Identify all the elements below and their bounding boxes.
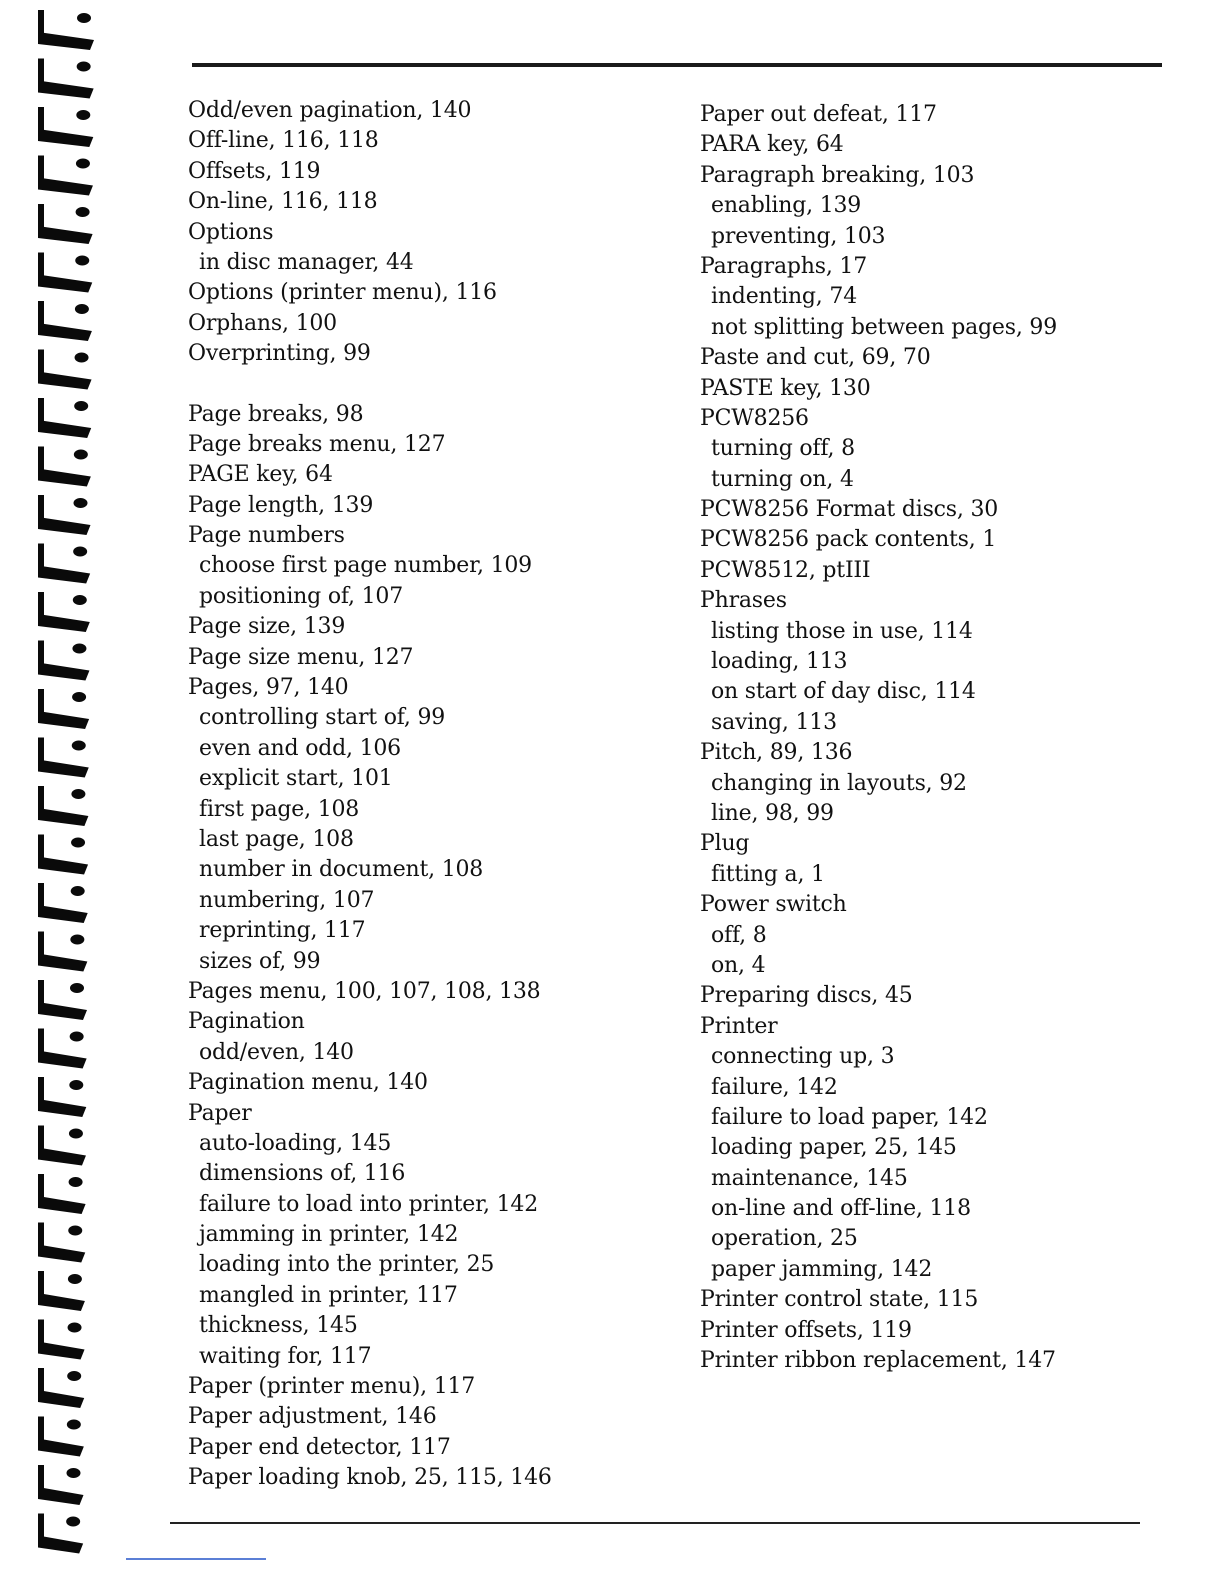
index-subentry: turning off, 8 (711, 436, 855, 462)
binding-ring (38, 447, 91, 487)
index-subentry: failure, 142 (711, 1074, 838, 1100)
index-entry: Page length, 139 (188, 492, 374, 518)
index-entry: Paper loading knob, 25, 115, 146 (188, 1465, 552, 1491)
index-subentry: explicit start, 101 (199, 766, 393, 792)
binding-ring (38, 1271, 85, 1311)
index-entry: Overprinting, 99 (188, 341, 371, 367)
index-subentry: controlling start of, 99 (199, 705, 446, 731)
index-entry: Pages menu, 100, 107, 108, 138 (188, 978, 541, 1004)
index-entry: Pitch, 89, 136 (700, 740, 853, 766)
index-subentry: turning on, 4 (711, 466, 854, 492)
binding-ring (38, 786, 88, 826)
index-entry: PASTE key, 130 (700, 375, 871, 401)
binding-ring (38, 835, 88, 875)
index-entry: Pages, 97, 140 (188, 675, 349, 701)
index-entry: Paragraph breaking, 103 (700, 162, 975, 188)
index-subentry: jamming in printer, 142 (199, 1222, 459, 1248)
index-subentry: loading paper, 25, 145 (711, 1135, 957, 1161)
index-entry: Paragraphs, 17 (700, 253, 868, 279)
index-entry: Page breaks menu, 127 (188, 431, 446, 457)
index-subentry: fitting a, 1 (711, 861, 825, 887)
index-subentry: waiting for, 117 (199, 1343, 372, 1369)
index-subentry: on start of day disc, 114 (711, 679, 976, 705)
index-subentry: auto-loading, 145 (199, 1130, 392, 1156)
index-subentry: connecting up, 3 (711, 1044, 895, 1070)
index-entry: Odd/even pagination, 140 (188, 98, 472, 123)
binding-ring (38, 398, 91, 438)
spiral-binding (0, 0, 100, 1584)
index-subentry: number in document, 108 (199, 857, 484, 883)
index-subentry: positioning of, 107 (199, 583, 404, 609)
binding-ring (38, 738, 89, 778)
bottom-rule (170, 1522, 1140, 1524)
index-subentry: dimensions of, 116 (199, 1161, 406, 1187)
index-entry: Page numbers (188, 523, 345, 549)
index-entry: Paper out defeat, 117 (700, 102, 937, 127)
index-subentry: paper jamming, 142 (711, 1256, 933, 1282)
index-entry: PCW8256 pack contents, 1 (700, 527, 997, 553)
index-subentry: saving, 113 (711, 709, 837, 735)
binding-ring (38, 1174, 86, 1214)
index-entry: Printer (700, 1013, 778, 1039)
index-entry: Pagination (188, 1009, 305, 1035)
tab-underline (126, 1558, 266, 1560)
index-entry: Printer offsets, 119 (700, 1317, 912, 1343)
index-subentry: maintenance, 145 (711, 1165, 908, 1191)
binding-ring (38, 1126, 86, 1166)
binding-ring (38, 1465, 84, 1505)
index-subentry: mangled in printer, 117 (199, 1282, 458, 1308)
binding-ring (38, 1368, 84, 1408)
index-subentry: changing in layouts, 92 (711, 770, 967, 796)
index-subentry: listing those in use, 114 (711, 618, 973, 644)
index-subentry: on, 4 (711, 952, 766, 978)
index-subentry: enabling, 139 (711, 193, 862, 219)
index-subentry: last page, 108 (199, 826, 354, 852)
index-entry: Plug (700, 831, 750, 857)
index-entry: Paper (188, 1100, 252, 1126)
index-entry: Orphans, 100 (188, 310, 337, 336)
index-entry: Page size, 139 (188, 614, 346, 640)
binding-ring (38, 156, 93, 196)
index-entry: Options (188, 219, 274, 245)
binding-ring (38, 932, 87, 972)
binding-ring (38, 1514, 83, 1554)
index-subentry: first page, 108 (199, 796, 360, 822)
binding-ring (38, 1077, 86, 1117)
index-entry: Page breaks, 98 (188, 401, 364, 427)
index-entry: PCW8256 Format discs, 30 (700, 497, 999, 523)
index-column-right (700, 100, 1057, 1376)
binding-ring (38, 592, 90, 632)
index-subentry: not splitting between pages, 99 (711, 314, 1058, 340)
binding-ring (38, 107, 93, 147)
index-subentry: even and odd, 106 (199, 735, 401, 761)
index-entry: Printer control state, 115 (700, 1287, 979, 1313)
index-entry: On-line, 116, 118 (188, 189, 378, 215)
index-entry: Paper (printer menu), 117 (188, 1374, 476, 1400)
index-entry: Paper adjustment, 146 (188, 1404, 437, 1430)
index-subentry: odd/even, 140 (199, 1039, 354, 1065)
index-entry: Phrases (700, 588, 787, 614)
index-entry: Page size menu, 127 (188, 644, 414, 670)
index-subentry: in disc manager, 44 (199, 249, 414, 275)
index-subentry: failure to load into printer, 142 (199, 1191, 539, 1217)
index-entry: Paper end detector, 117 (188, 1434, 451, 1460)
index-entry: Paste and cut, 69, 70 (700, 345, 931, 371)
index-entry: Preparing discs, 45 (700, 983, 913, 1009)
index-entry: PCW8512, ptIII (700, 557, 871, 583)
binding-ring (38, 883, 88, 923)
binding-ring (38, 1320, 85, 1360)
binding-ring (38, 980, 87, 1020)
index-subentry: choose first page number, 109 (199, 553, 532, 579)
index-spacer (188, 370, 552, 400)
binding-ring (38, 689, 89, 729)
index-subentry: sizes of, 99 (199, 948, 321, 974)
index-entry: Offsets, 119 (188, 158, 321, 184)
index-subentry: loading, 113 (711, 649, 848, 675)
index-subentry: indenting, 74 (711, 284, 857, 310)
index-subentry: on-line and off-line, 118 (711, 1196, 971, 1222)
binding-ring (38, 495, 91, 535)
binding-ring (38, 641, 89, 681)
index-entry: Pagination menu, 140 (188, 1070, 428, 1096)
index-entry: Printer ribbon replacement, 147 (700, 1348, 1056, 1374)
index-subentry: numbering, 107 (199, 887, 375, 913)
index-entry: Options (printer menu), 116 (188, 280, 497, 306)
index-column-left (188, 96, 552, 1494)
index-entry: Off-line, 116, 118 (188, 128, 379, 154)
index-subentry: loading into the printer, 25 (199, 1252, 495, 1278)
index-subentry: line, 98, 99 (711, 800, 834, 826)
index-entry: PCW8256 (700, 405, 809, 431)
binding-ring (38, 204, 93, 244)
binding-ring (38, 1029, 87, 1069)
index-subentry: thickness, 145 (199, 1313, 358, 1339)
binding-ring (38, 301, 92, 341)
binding-ring (38, 59, 94, 99)
index-subentry: preventing, 103 (711, 223, 886, 249)
binding-ring (38, 253, 92, 293)
index-entry: PARA key, 64 (700, 132, 844, 158)
binding-ring (38, 350, 92, 390)
binding-ring (38, 1417, 84, 1457)
binding-ring (38, 1223, 85, 1263)
index-entry: Power switch (700, 892, 847, 918)
top-rule (192, 63, 1162, 67)
binding-ring (38, 544, 90, 584)
index-subentry: operation, 25 (711, 1226, 858, 1252)
binding-ring (38, 10, 94, 50)
index-subentry: failure to load paper, 142 (711, 1104, 988, 1130)
index-subentry: off, 8 (711, 922, 767, 948)
index-entry: PAGE key, 64 (188, 462, 333, 488)
index-subentry: reprinting, 117 (199, 918, 366, 944)
